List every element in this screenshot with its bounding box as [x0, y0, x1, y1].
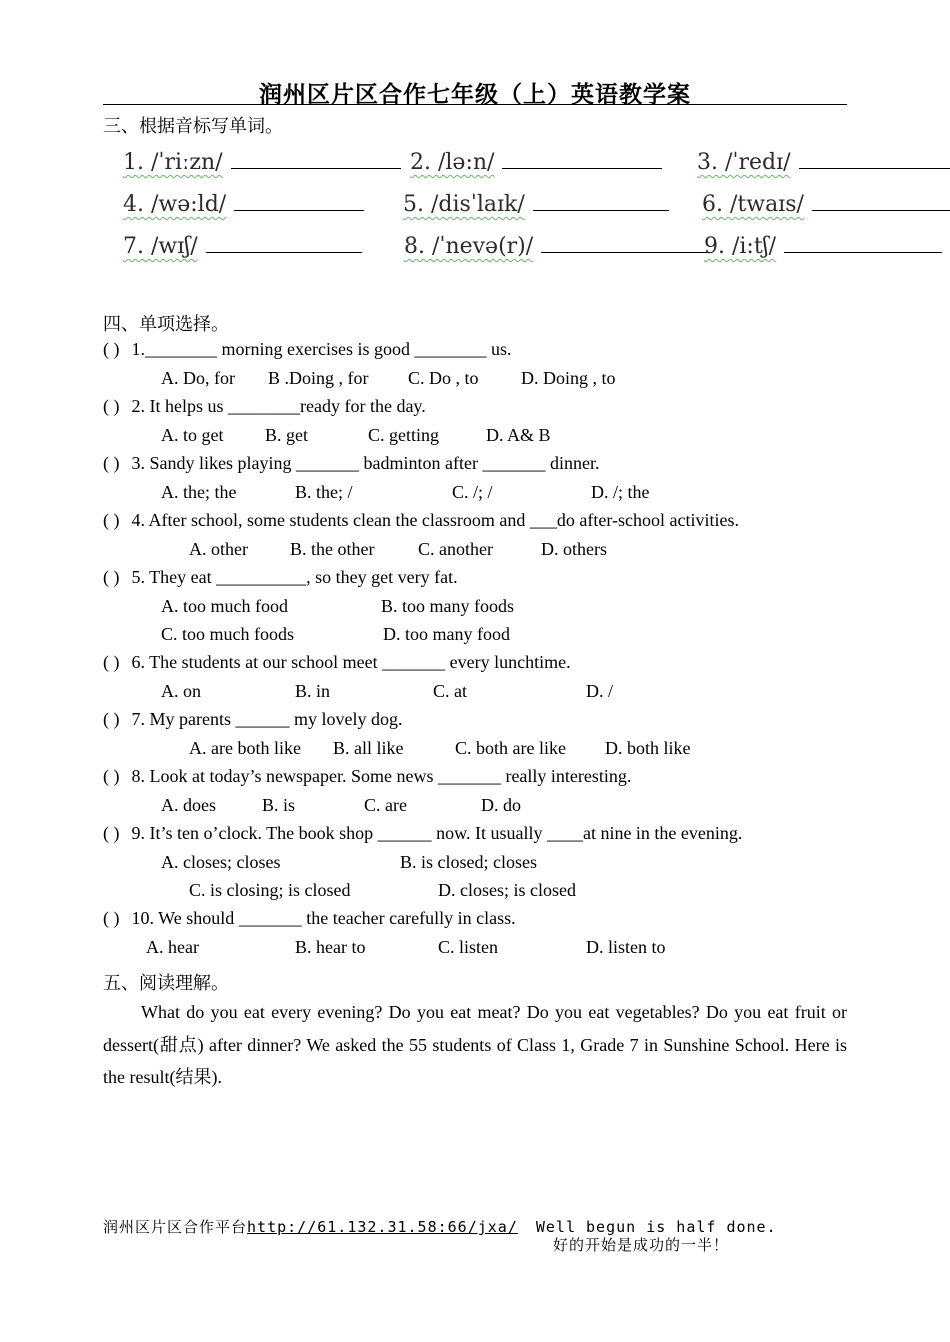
answer-blank[interactable]	[812, 188, 950, 211]
question-text: 5. They eat __________, so they get very fat.	[131, 567, 458, 587]
option-c[interactable]: C. at	[433, 681, 467, 701]
option-c[interactable]: C. /; /	[452, 482, 493, 502]
phonetic-item	[123, 230, 362, 259]
option-b[interactable]: B. the; /	[295, 482, 353, 502]
answer-paren[interactable]: ( )	[103, 908, 120, 928]
option-a[interactable]: A. other	[189, 539, 248, 559]
footer-platform: 润州区片区合作平台	[103, 1218, 248, 1236]
option-c[interactable]: C. is closing; is closed	[189, 880, 351, 900]
answer-paren[interactable]: ( )	[103, 567, 120, 587]
phonetic-label: 2. /lə:n/	[410, 150, 495, 175]
answer-paren[interactable]: ( )	[103, 339, 120, 359]
answer-paren[interactable]: ( )	[103, 510, 120, 530]
phonetic-item	[403, 188, 669, 217]
question-9	[103, 823, 742, 844]
phonetic-item	[410, 146, 662, 175]
answer-blank[interactable]	[234, 188, 364, 211]
option-a[interactable]: A. too much food	[161, 596, 288, 616]
section3-heading: 三、根据音标写单词。	[103, 116, 283, 137]
footer-motto-cn: 好的开始是成功的一半！	[553, 1236, 730, 1254]
answer-blank[interactable]	[799, 146, 950, 169]
option-d[interactable]: D. do	[481, 795, 521, 815]
question-text: 3. Sandy likes playing _______ badminton after _______ dinner.	[131, 453, 600, 473]
option-d[interactable]: D. /; the	[591, 482, 650, 502]
option-d[interactable]: D. others	[541, 539, 607, 559]
question-10	[103, 908, 516, 929]
phonetic-item	[123, 188, 364, 217]
title-rule	[103, 104, 847, 105]
option-b[interactable]: B .Doing , for	[268, 368, 369, 388]
phonetic-label: 7. /wɪʃ/	[123, 234, 198, 259]
option-d[interactable]: D. closes; is closed	[438, 880, 576, 900]
option-c[interactable]: C. getting	[368, 425, 439, 445]
phonetic-item	[704, 230, 942, 259]
question-4	[103, 510, 739, 531]
option-a[interactable]: A. are both like	[189, 738, 301, 758]
option-b[interactable]: B. get	[265, 425, 308, 445]
answer-blank[interactable]	[206, 230, 362, 253]
option-c[interactable]: C. both are like	[455, 738, 566, 758]
phonetic-label: 8. /ˈnevə(r)/	[404, 234, 534, 259]
footer-link[interactable]: http://61.132.31.58:66/jxa/	[247, 1218, 518, 1236]
phonetic-label: 1. /ˈriːzn/	[123, 150, 223, 175]
option-d[interactable]: D. listen to	[586, 937, 666, 957]
option-a[interactable]: A. closes; closes	[161, 852, 281, 872]
phonetic-label: 9. /i:tʃ/	[704, 234, 777, 259]
answer-paren[interactable]: ( )	[103, 396, 120, 416]
question-7	[103, 709, 402, 730]
question-text: 1.________ morning exercises is good ________ us.	[131, 339, 512, 359]
question-1	[103, 339, 511, 360]
option-a[interactable]: A. does	[161, 795, 216, 815]
option-b[interactable]: B. all like	[333, 738, 404, 758]
phonetic-label: 5. /disˈlaɪk/	[403, 192, 525, 217]
option-c[interactable]: C. too much foods	[161, 624, 294, 644]
answer-paren[interactable]: ( )	[103, 453, 120, 473]
phonetic-item	[123, 146, 401, 175]
option-c[interactable]: C. Do , to	[408, 368, 479, 388]
option-a[interactable]: A. the; the	[161, 482, 237, 502]
option-d[interactable]: D. A& B	[486, 425, 551, 445]
phonetic-label: 4. /wə:ld/	[123, 192, 227, 217]
option-b[interactable]: B. hear to	[295, 937, 366, 957]
option-a[interactable]: A. hear	[146, 937, 199, 957]
answer-paren[interactable]: ( )	[103, 709, 120, 729]
option-d[interactable]: D. both like	[605, 738, 691, 758]
phonetic-item	[404, 230, 709, 259]
answer-blank[interactable]	[541, 230, 709, 253]
option-a[interactable]: A. Do, for	[161, 368, 235, 388]
question-text: 9. It’s ten o’clock. The book shop ______ now. It usually ____at nine in the evening.	[131, 823, 743, 843]
phonetic-label: 6. /twaɪs/	[702, 192, 804, 217]
question-text: 8. Look at today’s newspaper. Some news _______ really interesting.	[131, 766, 632, 786]
question-text: 6. The students at our school meet _______ every lunchtime.	[131, 652, 571, 672]
answer-paren[interactable]: ( )	[103, 766, 120, 786]
option-a[interactable]: A. to get	[161, 425, 224, 445]
question-text: 2. It helps us ________ready for the day.	[131, 396, 426, 416]
question-2	[103, 396, 426, 417]
option-c[interactable]: C. listen	[438, 937, 499, 957]
phonetic-item	[702, 188, 950, 217]
option-b[interactable]: B. the other	[290, 539, 375, 559]
option-b[interactable]: B. is	[262, 795, 296, 815]
question-text: 7. My parents ______ my lovely dog.	[131, 709, 403, 729]
option-c[interactable]: C. another	[418, 539, 493, 559]
option-a[interactable]: A. on	[161, 681, 201, 701]
page-title: 润州区片区合作七年级（上）英语教学案	[259, 82, 691, 108]
question-text: 4. After school, some students clean the classroom and ___do after-school activities.	[131, 510, 739, 530]
footer-motto-en: Well begun is half done.	[535, 1218, 777, 1236]
phonetic-label: 3. /ˈredɪ/	[697, 150, 791, 175]
option-d[interactable]: D. too many food	[383, 624, 510, 644]
question-5	[103, 567, 458, 588]
question-3	[103, 453, 599, 474]
question-6	[103, 652, 571, 673]
option-b[interactable]: B. too many foods	[381, 596, 514, 616]
answer-paren[interactable]: ( )	[103, 823, 120, 843]
answer-blank[interactable]	[784, 230, 942, 253]
answer-paren[interactable]: ( )	[103, 652, 120, 672]
option-b[interactable]: B. is closed; closes	[400, 852, 537, 872]
question-text: 10. We should _______ the teacher carefully in class.	[131, 908, 516, 928]
answer-blank[interactable]	[533, 188, 669, 211]
option-b[interactable]: B. in	[295, 681, 331, 701]
section4-heading: 四、单项选择。	[103, 314, 229, 335]
question-8	[103, 766, 631, 787]
section5-heading: 五、阅读理解。	[103, 973, 229, 994]
answer-blank[interactable]	[231, 146, 401, 169]
option-c[interactable]: C. are	[364, 795, 407, 815]
option-d[interactable]: D. Doing , to	[521, 368, 616, 388]
phonetic-item	[697, 146, 950, 175]
option-d[interactable]: D. /	[586, 681, 613, 701]
reading-passage: What do you eat every evening? Do you eat meat? Do you eat vegetables? Do you eat fruit or dessert(甜点) after dinner? We asked the 55 students of Class 1, Grade 7 in Sunshine School. Here is the result(结果).	[103, 1002, 847, 1087]
answer-blank[interactable]	[502, 146, 662, 169]
